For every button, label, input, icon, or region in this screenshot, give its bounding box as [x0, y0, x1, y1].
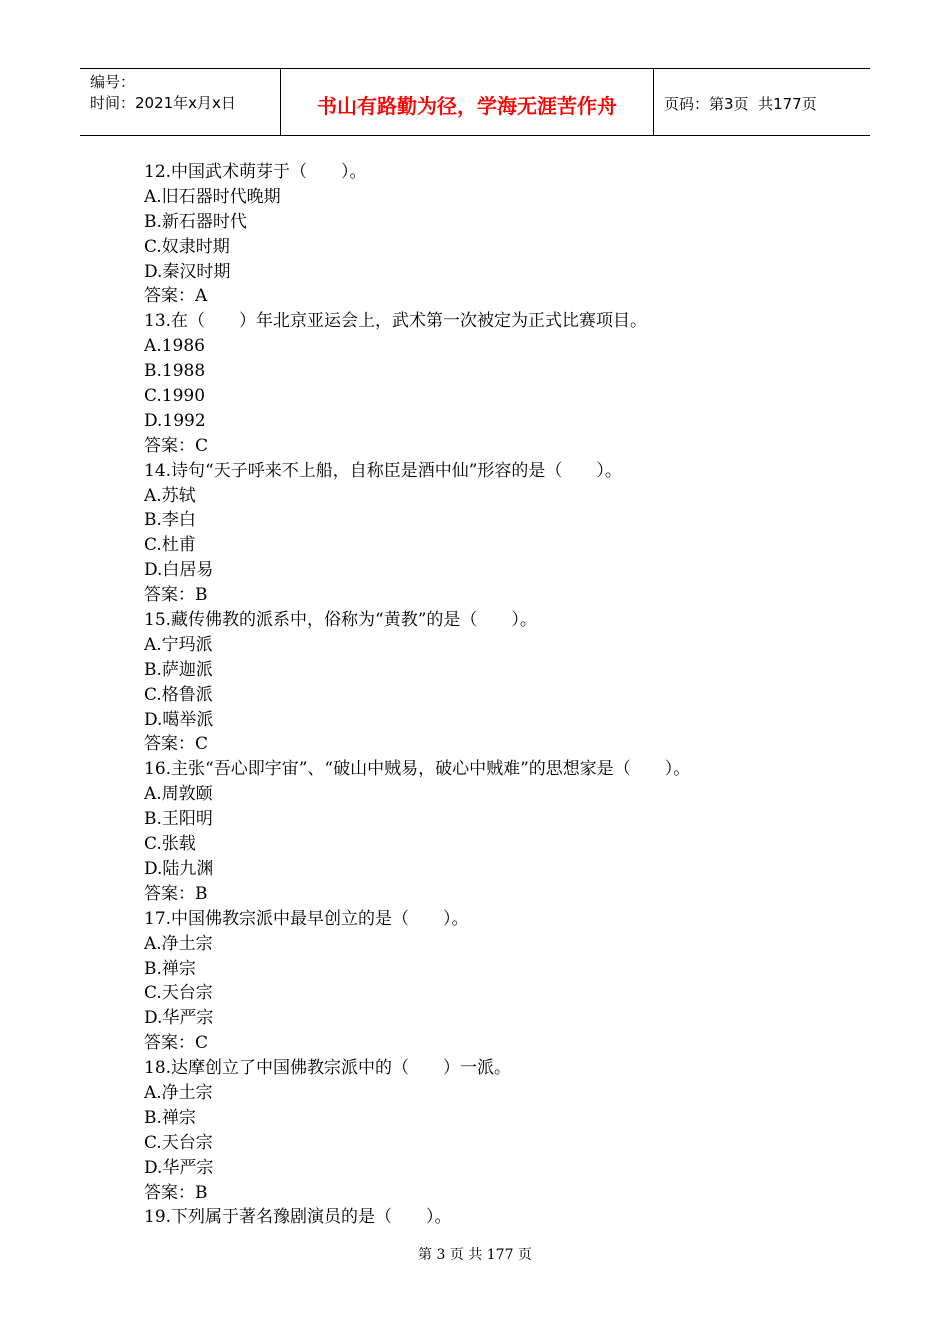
- header-page-info: 页码：第3页 共177页: [664, 94, 817, 113]
- question-stem: 14.诗句“天子呼来不上船，自称臣是酒中仙”形容的是（ ）。: [144, 460, 622, 481]
- question-option: D.华严宗: [144, 1008, 214, 1029]
- question-option: D.1992: [144, 410, 206, 431]
- question-stem: 12.中国武术萌芽于（ ）。: [144, 162, 367, 182]
- question-option: C.杜甫: [144, 535, 196, 556]
- question-option: C.天台宗: [144, 983, 213, 1004]
- question-stem: 19.下列属于著名豫剧演员的是（ ）。: [144, 1207, 452, 1228]
- page-footer: 第 3 页 共 177 页: [418, 1247, 532, 1263]
- question-option: B.1988: [144, 361, 206, 382]
- header-meta: [80, 69, 281, 135]
- question-option: A.苏轼: [144, 485, 196, 506]
- question-option: A.净土宗: [144, 1082, 213, 1103]
- question-option: D.白居易: [144, 560, 214, 581]
- question-option: C.1990: [144, 386, 206, 407]
- question-list: [144, 160, 844, 1230]
- question-option: B.萨迦派: [144, 659, 213, 680]
- page-header: [80, 68, 870, 136]
- question-option: B.李白: [144, 510, 196, 531]
- question-option: C.奴隶时期: [144, 236, 230, 257]
- question-option: A.宁玛派: [144, 634, 213, 655]
- question-answer: 答案：B: [144, 883, 208, 904]
- question-stem: 16.主张“吾心即宇宙”、“破山中贼易，破心中贼难”的思想家是（ ）。: [144, 759, 691, 780]
- question-answer: 答案：C: [144, 734, 209, 755]
- document-number-label: 编号：: [90, 73, 136, 91]
- question-option: C.天台宗: [144, 1132, 213, 1153]
- question-answer: 答案：A: [144, 286, 208, 307]
- question-option: A.旧石器时代晚期: [144, 186, 281, 207]
- question-stem: 17.中国佛教宗派中最早创立的是（ ）。: [144, 908, 469, 929]
- question-option: D.陆九渊: [144, 858, 214, 879]
- question-answer: 答案：B: [144, 585, 208, 606]
- question-option: B.禅宗: [144, 958, 196, 979]
- question-option: A.周敦颐: [144, 784, 213, 805]
- question-option: D.秦汉时期: [144, 261, 231, 282]
- question-stem: 13.在（ ）年北京亚运会上，武术第一次被定为正式比赛项目。: [144, 311, 648, 332]
- question-stem: 18.达摩创立了中国佛教宗派中的（ ）一派。: [144, 1058, 512, 1079]
- document-time-label: 时间：2021年x月x日: [90, 94, 236, 112]
- question-option: B.王阳明: [144, 809, 213, 830]
- question-option: D.噶举派: [144, 709, 214, 730]
- question-option: D.华严宗: [144, 1157, 214, 1178]
- question-answer: 答案：B: [144, 1182, 208, 1203]
- header-motto: 书山有路勤为径，学海无涯苦作舟: [281, 69, 654, 135]
- question-option: C.格鲁派: [144, 684, 213, 705]
- question-option: B.新石器时代: [144, 211, 247, 232]
- question-answer: 答案：C: [144, 1033, 209, 1054]
- question-option: B.禅宗: [144, 1107, 196, 1128]
- question-option: A.净土宗: [144, 933, 213, 954]
- question-stem: 15.藏传佛教的派系中，俗称为“黄教”的是（ ）。: [144, 610, 537, 631]
- question-answer: 答案：C: [144, 435, 209, 456]
- question-option: A.1986: [144, 336, 205, 357]
- question-option: C.张载: [144, 834, 196, 855]
